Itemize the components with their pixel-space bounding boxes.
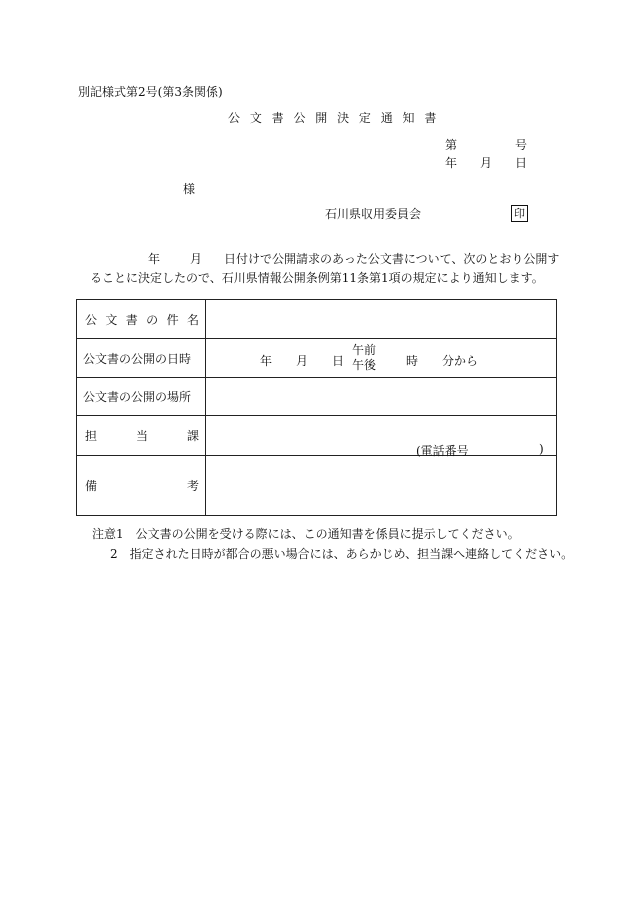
note-2: 2 指定された日時が都合の悪い場合には、あらかじめ、担当課へ連絡してください。 [110, 547, 574, 561]
seal-mark: 印 [511, 205, 528, 222]
label-disclosure-place: 公文書の公開の場所 [77, 378, 206, 416]
dt-day: 日 [332, 354, 345, 368]
body-line-2: ることに決定したので、石川県情報公開条例第11条第1項の規定により通知します。 [90, 271, 544, 285]
form-label: 別記様式第2号(第3条関係) [78, 85, 223, 99]
dt-year: 年 [260, 354, 273, 368]
label-section-in-charge: 担 当 課 [77, 416, 206, 456]
issuer-name: 石川県収用委員会 [325, 207, 422, 221]
table-row [77, 456, 557, 516]
document-title: 公 文 書 公 開 決 定 通 知 書 [228, 111, 440, 125]
value-document-name[interactable] [206, 300, 557, 339]
value-disclosure-datetime[interactable] [206, 339, 557, 378]
phone-open: (電話番号 [416, 444, 469, 458]
body-month: 月 [190, 252, 203, 266]
body-line-1 [90, 253, 559, 265]
date-month-label: 月 [480, 156, 493, 170]
table-row [77, 300, 557, 339]
addressee-suffix: 様 [183, 182, 196, 196]
date-year-label: 年 [445, 156, 458, 170]
value-disclosure-place[interactable] [206, 378, 557, 416]
label-disclosure-datetime: 公文書の公開の日時 [77, 339, 206, 378]
number-prefix: 第 [445, 138, 458, 152]
dt-from: 分から [442, 354, 479, 368]
value-section-in-charge[interactable] [206, 416, 557, 456]
dt-am: 午前 [352, 343, 377, 357]
table-row [77, 416, 557, 456]
table-row [77, 378, 557, 416]
phone-close: ) [539, 442, 544, 456]
note-1: 注意1 公文書の公開を受ける際には、この通知書を係員に提示してください。 [92, 527, 520, 541]
dt-pm: 午後 [352, 358, 377, 372]
date-day-label: 日 [515, 156, 528, 170]
number-suffix: 号 [515, 138, 528, 152]
body-year: 年 [148, 252, 161, 266]
dt-month: 月 [296, 354, 309, 368]
table-row [77, 339, 557, 378]
value-remarks[interactable] [206, 456, 557, 516]
notice-table [76, 299, 557, 516]
label-remarks: 備 考 [77, 456, 206, 516]
body-text-1: 日付けで公開請求のあった公文書について、次のとおり公開す [224, 252, 560, 266]
dt-hour: 時 [406, 354, 419, 368]
label-document-name: 公 文 書 の 件 名 [77, 300, 206, 339]
